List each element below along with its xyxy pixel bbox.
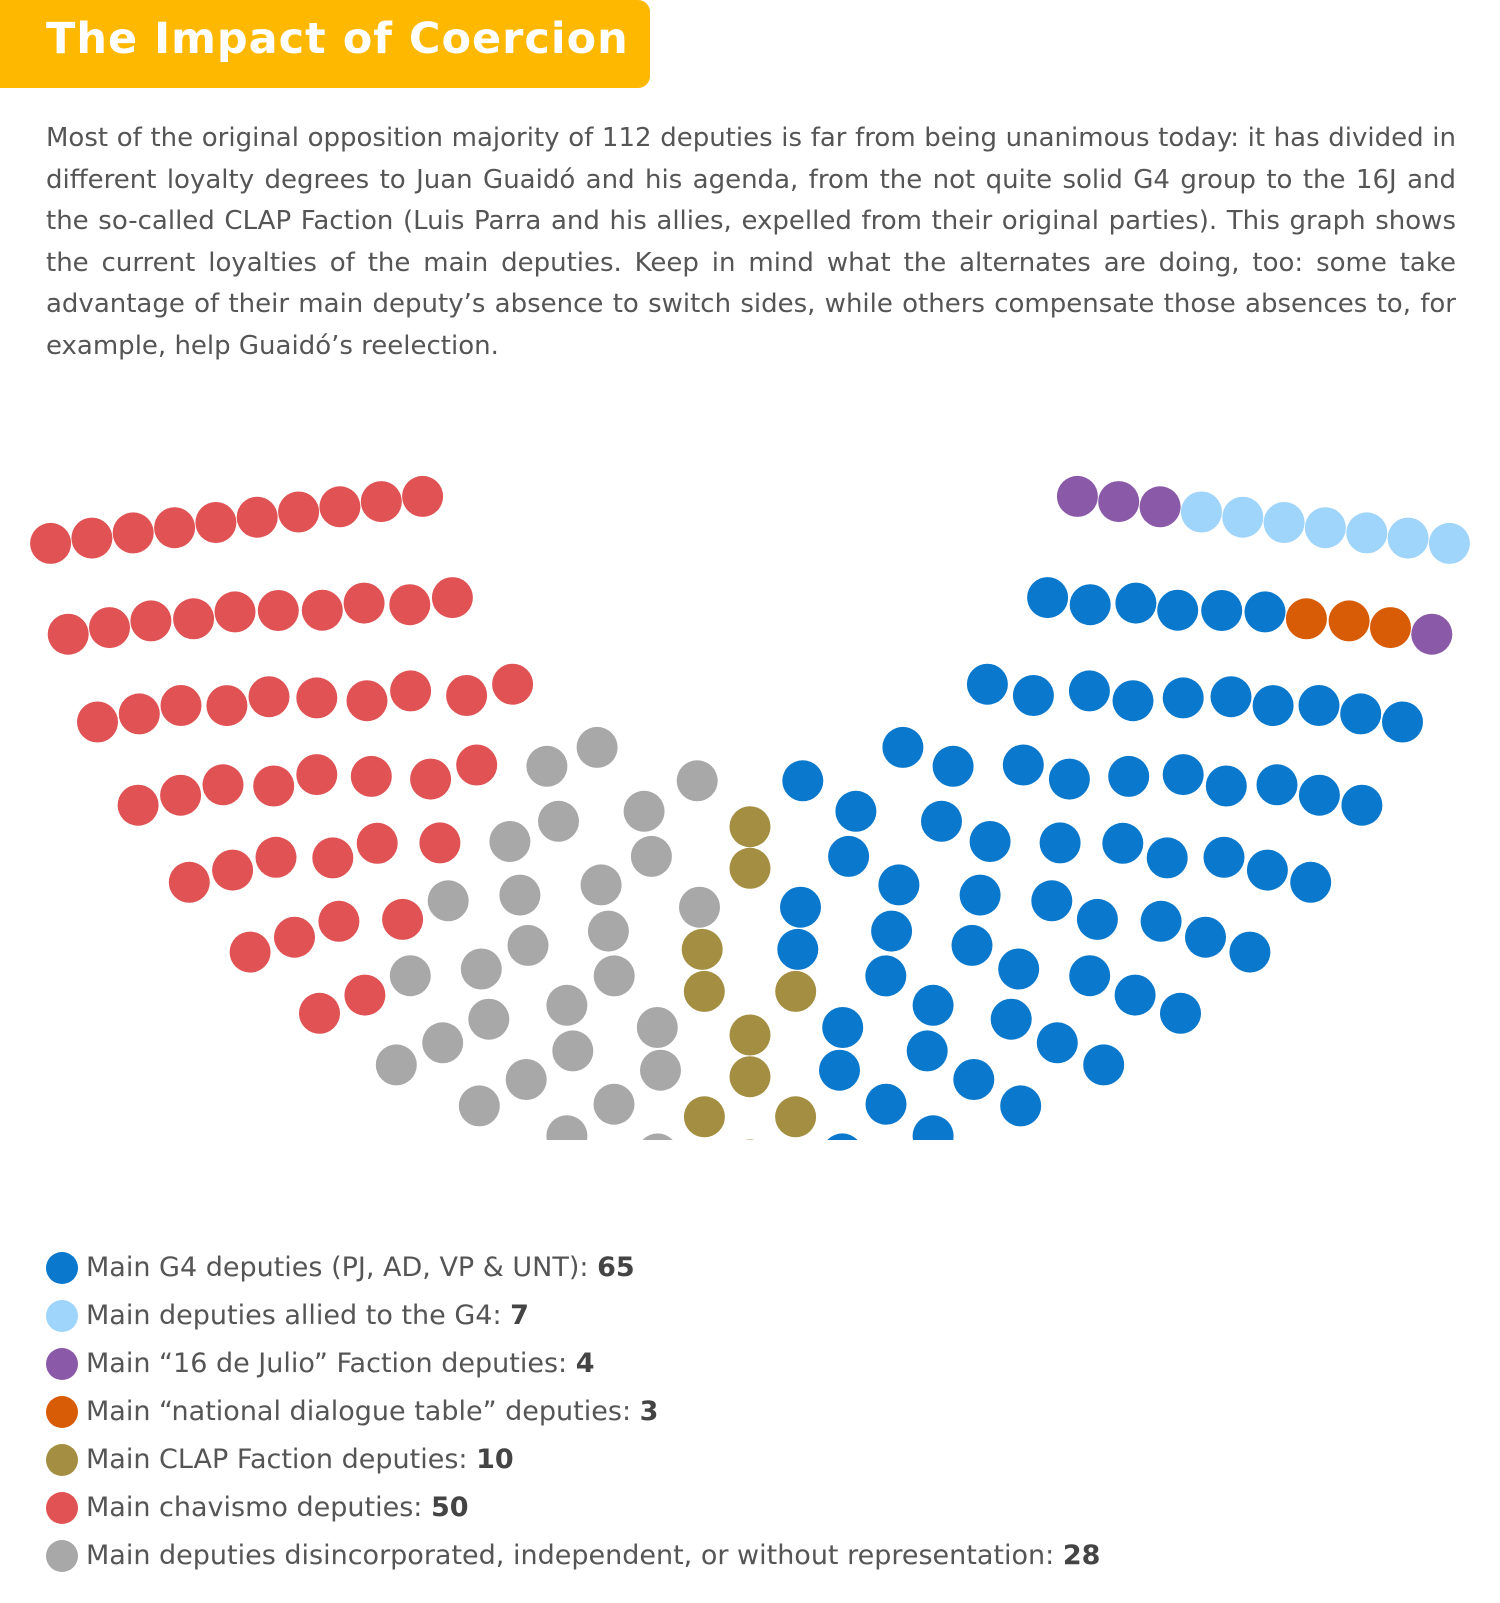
seat-disinc: [506, 1059, 547, 1100]
seat-g4: [822, 1133, 863, 1140]
seat-clap: [684, 1096, 725, 1137]
seat-chavismo: [446, 675, 487, 716]
seat-disinc: [499, 875, 540, 916]
seat-g4: [998, 949, 1039, 990]
seat-g4: [1102, 823, 1143, 864]
seat-chavismo: [410, 759, 451, 800]
seat-g4: [960, 875, 1001, 916]
seat-chavismo: [161, 685, 202, 726]
legend-separator: :: [1045, 1540, 1063, 1571]
seat-chavismo: [118, 785, 159, 826]
seat-chavismo: [312, 837, 353, 878]
seat-disinc: [637, 1007, 678, 1048]
seat-clap: [730, 1140, 771, 1141]
seat-chavismo: [195, 502, 236, 543]
legend-swatch-julio16: [46, 1348, 78, 1380]
seat-clap: [730, 1015, 771, 1056]
seat-g4: [1077, 899, 1118, 940]
seat-allied: [1264, 502, 1305, 543]
legend-swatch-chavismo: [46, 1492, 78, 1524]
seat-chavismo: [319, 486, 360, 527]
seat-chavismo: [390, 670, 431, 711]
seat-disinc: [526, 746, 567, 787]
seat-g4: [822, 1007, 863, 1048]
seat-g4: [835, 791, 876, 832]
seat-g4: [907, 1030, 948, 1071]
seat-chavismo: [402, 476, 443, 517]
seat-g4: [913, 1115, 954, 1140]
legend-swatch-g4: [46, 1252, 78, 1284]
legend-count: 3: [639, 1396, 659, 1427]
seat-g4: [1141, 901, 1182, 942]
legend-item-g4: [46, 1244, 1100, 1292]
seat-chavismo: [48, 614, 89, 655]
seat-g4: [1113, 680, 1154, 721]
legend-item-disinc: [46, 1532, 1100, 1580]
seat-g4: [782, 760, 823, 801]
seat-chavismo: [30, 523, 71, 564]
seat-chavismo: [256, 837, 297, 878]
seat-chavismo: [169, 862, 210, 903]
legend-label: Main “16 de Julio” Faction deputies: [86, 1348, 559, 1379]
seat-disinc: [538, 801, 579, 842]
legend-count: 50: [430, 1492, 469, 1523]
seat-allied: [1429, 523, 1470, 564]
seat-g4: [1000, 1085, 1041, 1126]
seat-chavismo: [357, 823, 398, 864]
seat-chavismo: [154, 507, 195, 548]
legend-label: Main deputies allied to the G4: [86, 1300, 493, 1331]
seat-chavismo: [456, 745, 497, 786]
seat-chavismo: [299, 993, 340, 1034]
seat-dialogue: [1370, 607, 1411, 648]
seat-chavismo: [318, 901, 359, 942]
seat-chavismo: [347, 680, 388, 721]
seat-g4: [1049, 759, 1090, 800]
seat-g4: [865, 955, 906, 996]
seat-clap: [730, 1056, 771, 1097]
seat-g4: [1115, 583, 1156, 624]
seat-chavismo: [253, 766, 294, 807]
seat-allied: [1305, 507, 1346, 548]
seat-g4: [1245, 591, 1286, 632]
seat-chavismo: [160, 775, 201, 816]
seat-chavismo: [215, 591, 256, 632]
seat-allied: [1222, 497, 1263, 538]
seat-chavismo: [492, 664, 533, 705]
seat-g4: [1040, 822, 1081, 863]
seat-disinc: [428, 880, 469, 921]
seat-g4: [878, 864, 919, 905]
seat-g4: [1013, 675, 1054, 716]
seat-chavismo: [249, 676, 290, 717]
seat-disinc: [461, 949, 502, 990]
seat-chavismo: [302, 590, 343, 631]
seat-g4: [1160, 993, 1201, 1034]
seat-g4: [1163, 677, 1204, 718]
seat-disinc: [489, 821, 530, 862]
legend-swatch-clap: [46, 1444, 78, 1476]
seat-g4: [882, 727, 923, 768]
seat-clap: [775, 971, 816, 1012]
seat-chavismo: [344, 583, 385, 624]
seat-chavismo: [274, 917, 315, 958]
seat-g4: [1147, 837, 1188, 878]
seat-disinc: [577, 727, 618, 768]
legend-count: 10: [476, 1444, 514, 1475]
seat-disinc: [552, 1030, 593, 1071]
seat-disinc: [581, 864, 622, 905]
seat-disinc: [624, 791, 665, 832]
seat-g4: [1299, 685, 1340, 726]
seat-disinc: [546, 1115, 587, 1140]
seat-disinc: [508, 925, 549, 966]
legend-item-chavismo: [46, 1484, 1100, 1532]
seat-g4: [1163, 754, 1204, 795]
seat-chavismo: [296, 677, 337, 718]
seat-disinc: [640, 1050, 681, 1091]
seat-g4: [1247, 850, 1288, 891]
seat-g4: [871, 911, 912, 952]
seat-g4: [780, 887, 821, 928]
legend-item-julio16: [46, 1340, 1100, 1388]
seat-g4: [1069, 670, 1110, 711]
seat-julio16: [1057, 476, 1098, 517]
seat-chavismo: [203, 764, 244, 805]
seat-chavismo: [173, 598, 214, 639]
seat-g4: [1083, 1044, 1124, 1085]
seat-disinc: [376, 1044, 417, 1085]
seat-g4: [1382, 702, 1423, 743]
seat-chavismo: [113, 512, 154, 553]
parliament-chart: [0, 420, 1500, 1140]
seat-chavismo: [89, 607, 130, 648]
seat-g4: [1069, 955, 1110, 996]
seat-g4: [819, 1050, 860, 1091]
legend-label: Main “national dialogue table” deputies: [86, 1396, 622, 1427]
seat-clap: [775, 1096, 816, 1137]
seat-g4: [1290, 862, 1331, 903]
seat-disinc: [637, 1133, 678, 1140]
seat-disinc: [594, 955, 635, 996]
seat-clap: [684, 971, 725, 1012]
seat-chavismo: [361, 481, 402, 522]
seat-disinc: [588, 911, 629, 952]
legend-separator: :: [413, 1492, 431, 1523]
legend-swatch-disinc: [46, 1540, 78, 1572]
legend-swatch-dialogue: [46, 1396, 78, 1428]
seat-g4: [828, 836, 869, 877]
legend-label: Main chavismo deputies: [86, 1492, 414, 1523]
seat-disinc: [594, 1084, 635, 1125]
seat-chavismo: [230, 932, 271, 973]
seat-clap: [730, 848, 771, 889]
legend-separator: :: [558, 1348, 576, 1379]
legend-count: 28: [1062, 1540, 1101, 1571]
seat-g4: [1253, 685, 1294, 726]
legend-count: 65: [597, 1252, 635, 1283]
seat-chavismo: [419, 822, 460, 863]
seat-julio16: [1098, 481, 1139, 522]
seat-disinc: [390, 955, 431, 996]
seat-disinc: [546, 985, 587, 1026]
seat-g4: [921, 801, 962, 842]
legend: [46, 1244, 1100, 1580]
seat-g4: [1157, 590, 1198, 631]
legend-count: 4: [575, 1348, 595, 1379]
seat-g4: [1206, 766, 1247, 807]
seat-chavismo: [296, 754, 337, 795]
seat-g4: [1229, 932, 1270, 973]
seat-dialogue: [1329, 600, 1370, 641]
seat-g4: [1211, 676, 1252, 717]
legend-item-allied: [46, 1292, 1100, 1340]
seat-chavismo: [206, 685, 247, 726]
seat-clap: [730, 806, 771, 847]
seat-g4: [1031, 880, 1072, 921]
seat-g4: [933, 746, 974, 787]
seat-g4: [1003, 745, 1044, 786]
legend-label: Main deputies disincorporated, independent, or without representation: [86, 1540, 1046, 1571]
seat-disinc: [459, 1085, 500, 1126]
seat-chavismo: [130, 600, 171, 641]
legend-count: 7: [510, 1300, 529, 1331]
seat-julio16: [1411, 614, 1452, 655]
title-banner: [0, 0, 650, 88]
seat-g4: [1204, 837, 1245, 878]
seat-chavismo: [119, 693, 160, 734]
seat-allied: [1346, 512, 1387, 553]
seat-g4: [953, 1059, 994, 1100]
seat-g4: [777, 929, 818, 970]
intro-paragraph: Most of the original opposition majority of 112 deputies is far from being unanimous today: it has divided in different loyalty degrees to Juan Guaidó and his agenda, from the not quite solid G4 group to the 16J and the so-called CLAP Faction (Luis Parra and his allies, expelled from their original parties). This graph shows the current loyalties of the main deputies. Keep in mind what the alternates are doing, too: some take advantage of their main deputy’s absence to switch sides, while others compensate those absences to, for example, help Guaidó’s reelection.: [46, 123, 1456, 361]
seat-g4: [991, 999, 1032, 1040]
seat-disinc: [679, 887, 720, 928]
legend-swatch-allied: [46, 1300, 78, 1332]
seat-chavismo: [389, 584, 430, 625]
seat-chavismo: [77, 702, 118, 743]
seat-clap: [682, 929, 723, 970]
seat-g4: [970, 821, 1011, 862]
legend-label: Main CLAP Faction deputies: [86, 1444, 459, 1475]
chart-title: The Impact of Coercion: [46, 14, 629, 64]
seat-allied: [1388, 518, 1429, 559]
seat-allied: [1181, 492, 1222, 533]
seat-chavismo: [344, 975, 385, 1016]
seat-g4: [1201, 590, 1242, 631]
seat-chavismo: [71, 518, 112, 559]
legend-separator: :: [579, 1252, 598, 1283]
seat-g4: [1070, 584, 1111, 625]
seat-disinc: [468, 999, 509, 1040]
seat-g4: [1027, 577, 1068, 618]
seat-disinc: [677, 760, 718, 801]
seat-dialogue: [1286, 598, 1327, 639]
seat-g4: [967, 664, 1008, 705]
legend-item-clap: [46, 1436, 1100, 1484]
seat-disinc: [631, 836, 672, 877]
seat-g4: [1340, 693, 1381, 734]
seat-chavismo: [432, 577, 473, 618]
seat-julio16: [1140, 486, 1181, 527]
seat-g4: [1341, 785, 1382, 826]
seat-g4: [1037, 1022, 1078, 1063]
seat-g4: [1115, 975, 1156, 1016]
legend-item-dialogue: [46, 1388, 1100, 1436]
seat-g4: [1108, 756, 1149, 797]
seat-disinc: [422, 1022, 463, 1063]
seat-chavismo: [382, 899, 423, 940]
seat-g4: [1299, 775, 1340, 816]
seat-chavismo: [278, 492, 319, 533]
seat-g4: [1185, 917, 1226, 958]
seat-g4: [1257, 764, 1298, 805]
seat-chavismo: [237, 497, 278, 538]
seat-g4: [866, 1084, 907, 1125]
seat-chavismo: [351, 756, 392, 797]
seat-chavismo: [212, 850, 253, 891]
seat-chavismo: [258, 590, 299, 631]
seat-g4: [913, 985, 954, 1026]
legend-separator: :: [458, 1444, 477, 1475]
seat-g4: [952, 925, 993, 966]
legend-label: Main G4 deputies (PJ, AD, VP & UNT): [86, 1252, 580, 1283]
legend-separator: :: [621, 1396, 640, 1427]
legend-separator: :: [492, 1300, 511, 1331]
